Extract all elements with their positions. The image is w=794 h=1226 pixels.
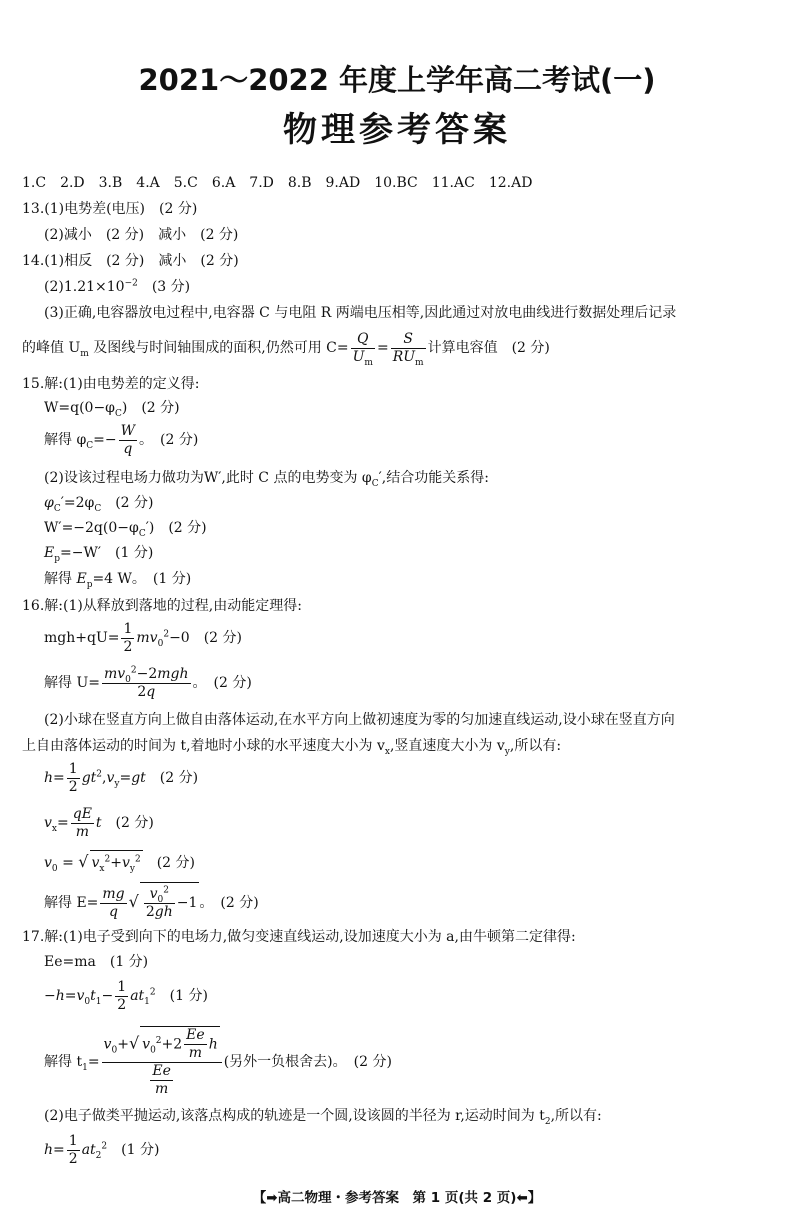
q15-line-2: $W=q(0-\varphi_C)$ (2 分) [44,400,180,419]
q16-line-2: mgh+qU= $\frac{1}{2}$ $mv_0^2-0$ (2 分) [44,620,242,655]
q15-line-6: $W'=-2q(0-\varphi_C')$ (2 分) [44,520,207,539]
q16-line-1: 16.解:(1)从释放到落地的过程,由动能定理得: [22,598,302,614]
q14-line-4-sub: m [80,348,89,359]
q17-line-3: $-h=v_0t_1-$ $\frac{1}{2}$ $at_1^2$ (1 分) [44,978,208,1013]
formula-q-over-um: $\frac{Q}{U_m}$ [352,330,373,368]
q14-line-2-value: (2)1.21×10 [44,279,125,295]
q14-line-2-exponent: −2 [124,278,138,289]
q15-line-8: 解得 $E_p=4$ W。 (1 分) [44,571,192,590]
q14-line-4-a: 的峰值 U [22,340,81,356]
formula-one-half: $\frac{1}{2}$ [123,620,133,655]
q14-line-2-score: (3 分) [137,279,191,295]
q17-line-6: h= $\frac{1}{2}$ $at_2^2$ (1 分) [44,1132,160,1167]
q14-line-4: 的峰值 $U_m$ 及图线与时间轴围成的面积,仍然可用 C= $\frac{Q}{U_m}$ = $\frac{S}{RU_m}$ 计算电容值 (2 分) [22,330,550,368]
page-footer: 【➡高二物理・参考答案 第 1 页(共 2 页)⬅】 [252,1190,542,1206]
exam-title: 2021～2022 年度上学年高二考试(一) [138,63,656,97]
q14-line-1: 14.(1)相反 (2 分) 减小 (2 分) [22,253,239,269]
q16-line-4: (2)小球在竖直方向上做自由落体运动,在水平方向上做初速度为零的匀加速直线运动,设小球在竖直方向 [44,712,675,728]
q14-line-4-c: 计算电容值 (2 分) [427,340,550,356]
q15-line-7: $E_p=-W'$ (1 分) [44,545,154,564]
q17-line-2: Ee=ma (1 分) [44,954,149,970]
q15-line-1: 15.解:(1)由电势差的定义得: [22,376,200,392]
page-subtitle: 物理参考答案 [283,110,511,150]
q14-line-3: (3)正确,电容器放电过程中,电容器 C 与电阻 R 两端电压相等,因此通过对放电曲线进行数据处理后记录 [44,305,677,321]
q15-line-5: $\varphi_C'=2\varphi_C$ (2 分) [44,495,154,514]
q17-line-4: 解得 $t_1=$ $v_0+√$ $v_0^2+2$ $\frac{Ee}{m}$ h $\frac{Ee}{m}$ (另外一负根舍去)。 (2 分) [44,1027,392,1097]
q17-line-1: 17.解:(1)电子受到向下的电场力,做匀变速直线运动,设加速度大小为 a,由牛顿第二定律得: [22,929,576,945]
q16-line-8: $v_0$ = √ $v_x^2+v_y^2$ (2 分) [44,852,195,874]
q16-line-5: 上自由落体运动的时间为 t,着地时小球的水平速度大小为 $v_x$,竖直速度大小为 $v_y$,所以有: [22,738,562,757]
q16-line-7: $v_x=$ $\frac{qE}{m}$ t (2 分) [44,805,154,840]
q17-line-5: (2)电子做类平抛运动,该落点构成的轨迹是一个圆,设该圆的半径为 r,运动时间为 $t_2$,所以有: [44,1108,602,1127]
formula-w-over-q: $\frac{W}{q}$ [120,422,136,457]
q16-line-6: h= $\frac{1}{2}$ $gt^2,v_y=gt$ (2 分) [44,760,199,795]
q15-line-4: (2)设该过程电场力做功为W′,此时 C 点的电势变为 $\varphi_C'$,结合功能关系得: [44,470,489,489]
q14-line-4-b: 及图线与时间轴围成的面积,仍然可用 C= [88,340,349,356]
formula-s-over-rum: $\frac{S}{RU_m}$ [392,330,424,368]
q16-line-3: 解得 U= $\frac{mv_0^2-2mgh}{2q}$ 。 (2 分) [44,664,252,700]
q15-line-3: 解得 $\varphi_C=-$ $\frac{W}{q}$ 。 (2 分) [44,422,199,457]
q13-line-1: 13.(1)电势差(电压) (2 分) [22,201,198,217]
q16-line-9: 解得 E= $\frac{mg}{q}$ √ $\frac{v_0^2}{2gh}$ −1 。 (2 分) [44,882,259,923]
formula-t1: $v_0+√$ $v_0^2+2$ $\frac{Ee}{m}$ h $\frac{Ee}{m}$ [102,1026,222,1098]
q13-line-2: (2)减小 (2 分) 减小 (2 分) [44,227,239,243]
q14-line-2 [44,277,190,297]
choice-answers: 1.C 2.D 3.B 4.A 5.C 6.A 7.D 8.B 9.AD 10.BC 11.AC 12.AD [22,175,533,191]
formula-u-value: $\frac{mv_0^2-2mgh}{2q}$ [103,664,189,700]
